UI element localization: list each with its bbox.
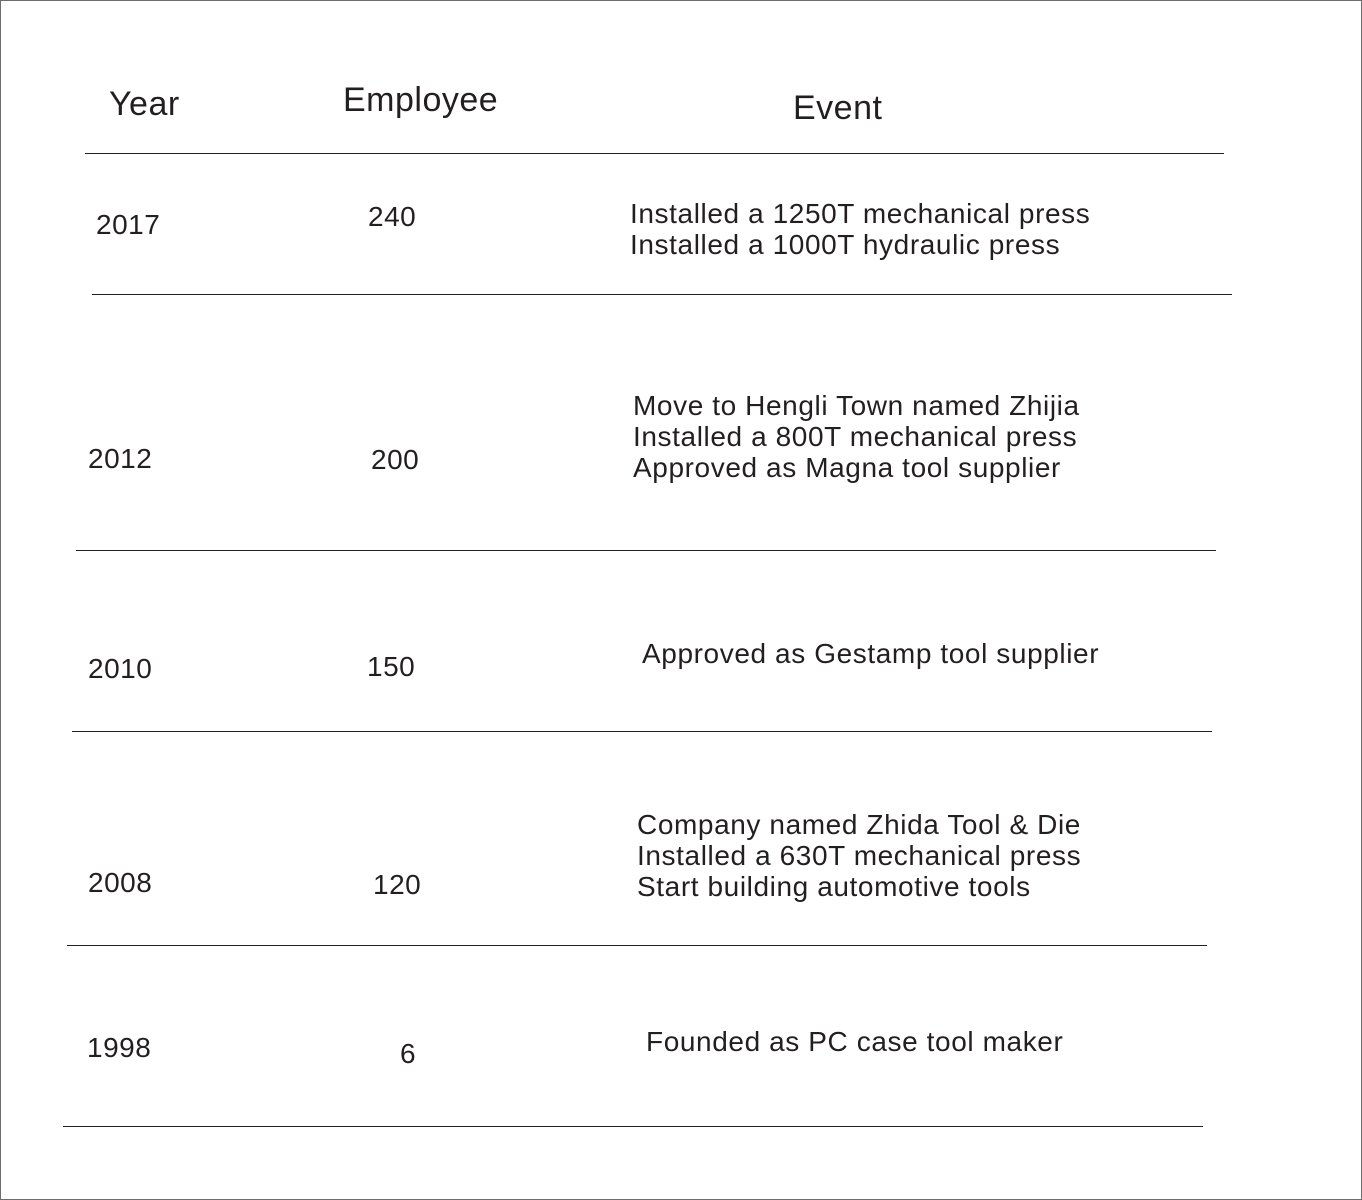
row-year: 2012	[88, 443, 153, 474]
row-year: 2008	[88, 867, 153, 898]
event-line: Start building automotive tools	[637, 871, 1031, 902]
row-events	[637, 809, 1081, 902]
row-divider	[76, 550, 1216, 551]
event-line: Installed a 1250T mechanical press	[630, 198, 1091, 229]
row-employees: 200	[371, 444, 420, 475]
event-line: Approved as Magna tool supplier	[633, 452, 1061, 483]
header-divider	[85, 153, 1224, 154]
row-events	[630, 198, 1090, 260]
event-line: Company named Zhida Tool & Die	[637, 809, 1081, 840]
row-employees: 150	[367, 651, 416, 682]
row-events	[646, 1026, 1063, 1057]
row-divider	[67, 945, 1207, 946]
event-line: Approved as Gestamp tool supplier	[642, 638, 1100, 669]
row-employees: 240	[368, 201, 417, 232]
event-line: Installed a 630T mechanical press	[637, 840, 1082, 871]
row-divider	[92, 294, 1232, 295]
row-divider	[63, 1126, 1203, 1127]
header-year: Year	[109, 85, 180, 123]
row-events	[642, 638, 1099, 669]
event-line: Founded as PC case tool maker	[646, 1026, 1064, 1057]
event-line: Move to Hengli Town named Zhijia	[633, 390, 1080, 421]
row-year: 2010	[88, 653, 153, 684]
row-employees: 120	[373, 869, 422, 900]
header-event: Event	[793, 89, 883, 127]
event-line: Installed a 1000T hydraulic press	[630, 229, 1061, 260]
row-divider	[72, 731, 1212, 732]
event-line: Installed a 800T mechanical press	[633, 421, 1078, 452]
row-year: 1998	[87, 1032, 152, 1063]
header-employee: Employee	[343, 81, 499, 119]
row-employees: 6	[400, 1038, 417, 1069]
row-events	[633, 390, 1080, 483]
row-year: 2017	[96, 209, 161, 240]
